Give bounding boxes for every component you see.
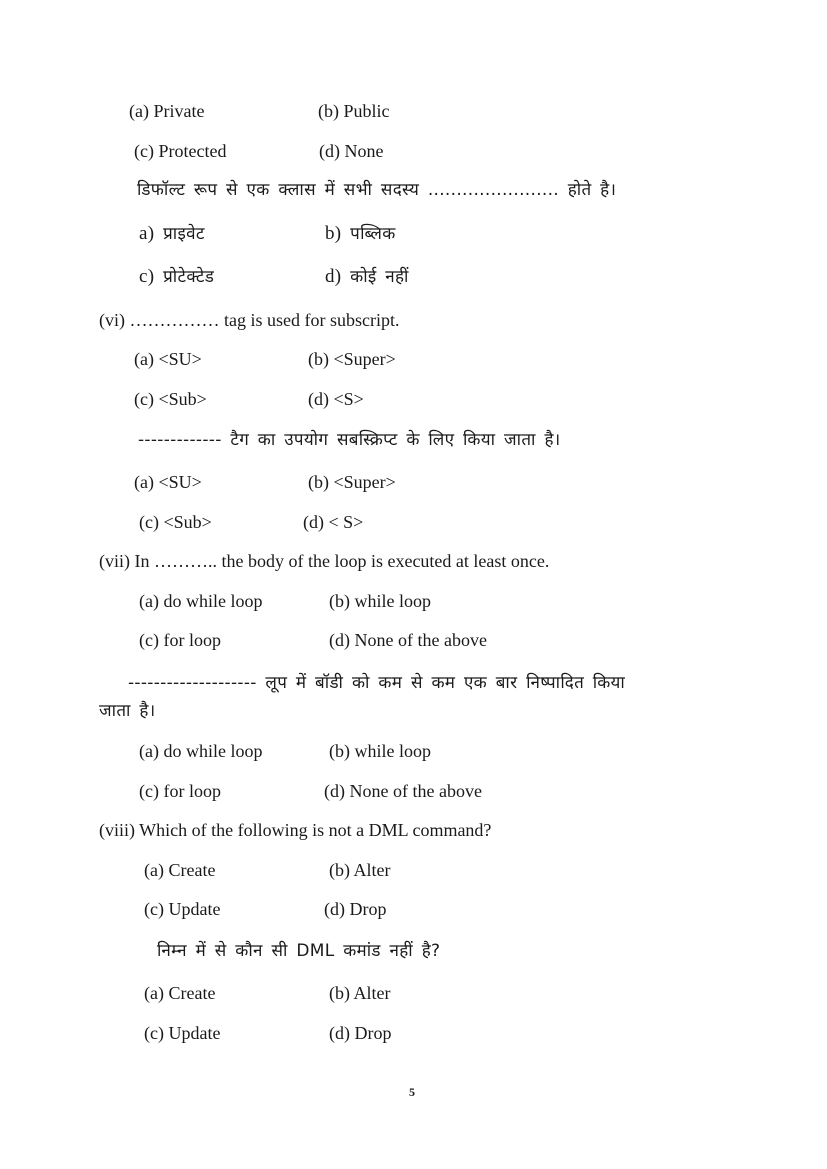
q5-hindi-option-b — [325, 223, 396, 245]
q7-hindi-question-line1: -------------------- लूप में बॉडी को कम से कम एक बार निष्पादित किया — [128, 673, 626, 693]
q8-question: (viii) Which of the following is not a DML command? — [99, 820, 492, 840]
q6-hindi-option-d: (d) < S> — [303, 512, 364, 532]
q5-hindi-option-d — [325, 266, 409, 288]
q7-hindi-option-b: (b) while loop — [329, 741, 431, 761]
q7-hindi-option-a: (a) do while loop — [139, 741, 263, 761]
q6-hindi-option-c: (c) <Sub> — [139, 512, 212, 532]
q5-option-b: (b) Public — [318, 101, 390, 121]
q6-option-d: (d) <S> — [308, 389, 364, 409]
q5-option-c: (c) Protected — [134, 141, 227, 161]
q8-hindi-option-b: (b) Alter — [329, 983, 391, 1003]
q5-hindi-option-d-prefix: d) — [325, 266, 342, 287]
q8-option-b: (b) Alter — [329, 860, 391, 880]
q7-hindi-option-d: (d) None of the above — [324, 781, 482, 801]
q8-option-a: (a) Create — [144, 860, 216, 880]
q7-option-a: (a) do while loop — [139, 591, 263, 611]
q5-hindi-option-a-prefix: a) — [139, 223, 155, 244]
q8-hindi-option-a: (a) Create — [144, 983, 216, 1003]
q8-hindi-question: निम्न में से कौन सी DML कमांड नहीं है? — [157, 941, 441, 961]
q7-hindi-option-c: (c) for loop — [139, 781, 221, 801]
q5-hindi-option-a — [139, 223, 205, 245]
q5-hindi-option-b-text: पब्लिक — [350, 224, 396, 244]
q5-option-d: (d) None — [319, 141, 384, 161]
q6-question: (vi) …………… tag is used for subscript. — [99, 310, 400, 330]
page-number: 5 — [409, 1085, 415, 1099]
q8-hindi-option-d: (d) Drop — [329, 1023, 392, 1043]
q6-hindi-question: ------------- टैग का उपयोग सबस्क्रिप्ट के लिए किया जाता है। — [138, 430, 561, 450]
q7-option-d: (d) None of the above — [329, 630, 487, 650]
q7-option-b: (b) while loop — [329, 591, 431, 611]
q5-option-a: (a) Private — [129, 101, 205, 121]
q8-hindi-option-c: (c) Update — [144, 1023, 221, 1043]
q6-option-c: (c) <Sub> — [134, 389, 207, 409]
q5-hindi-question: डिफॉल्ट रूप से एक क्लास में सभी सदस्य ....................... होते है। — [137, 180, 617, 200]
q7-hindi-question-line2: जाता है। — [99, 701, 156, 721]
q5-hindi-option-c-text: प्रोटेक्टेड — [163, 267, 215, 287]
q6-option-a: (a) <SU> — [134, 349, 202, 369]
q6-hindi-option-a: (a) <SU> — [134, 472, 202, 492]
q7-option-c: (c) for loop — [139, 630, 221, 650]
q5-hindi-option-a-text: प्राइवेट — [163, 224, 205, 244]
q8-option-d: (d) Drop — [324, 899, 387, 919]
q6-option-b: (b) <Super> — [308, 349, 396, 369]
q5-hindi-option-c — [139, 266, 214, 288]
q5-hindi-option-d-text: कोई नहीं — [350, 267, 409, 287]
q8-option-c: (c) Update — [144, 899, 221, 919]
q5-hindi-option-b-prefix: b) — [325, 223, 342, 244]
q7-question: (vii) In ……….. the body of the loop is executed at least once. — [99, 551, 550, 571]
q5-hindi-option-c-prefix: c) — [139, 266, 155, 287]
q6-hindi-option-b: (b) <Super> — [308, 472, 396, 492]
